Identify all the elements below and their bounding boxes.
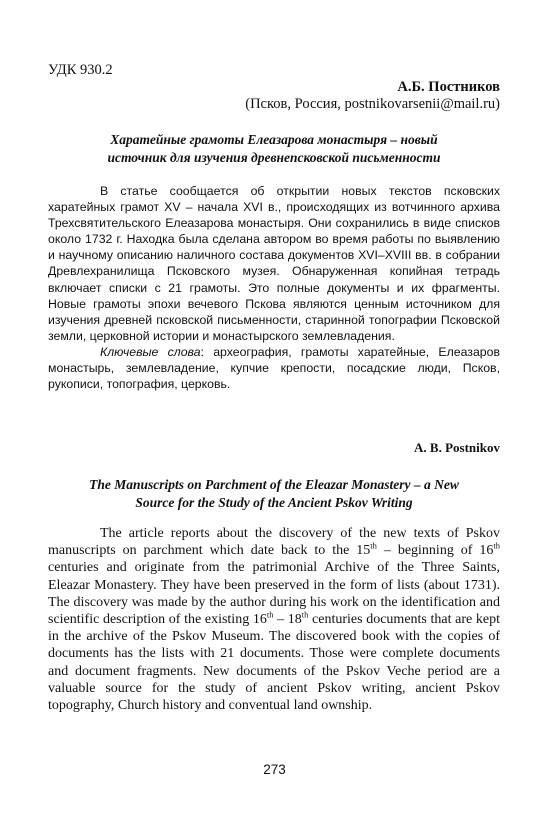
abstract-en-text bbox=[48, 525, 500, 714]
abstract-en-part-3: centuries and originate from the patrimonial Archive of the Three Saints, Eleazar Monastery. They have been preserved in the form of lists (about 1731). The discovery was made by the author during his work on the identification and scientific description of the existing 16 bbox=[48, 560, 500, 628]
ordinal-suffix: th bbox=[493, 540, 500, 551]
title-ru-line-1: Харатейные грамоты Елеазарова монастыря – новый bbox=[110, 132, 438, 147]
page-number: 273 bbox=[263, 762, 286, 777]
author-affiliation: (Псков, Россия, postnikovarsenii@mail.ru) bbox=[245, 96, 500, 112]
title-en-line-2: Source for the Study of the Ancient Pskov Writing bbox=[135, 494, 413, 510]
title-ru-line-2: источник для изучения древнепсковской письменности bbox=[107, 149, 441, 165]
keywords-ru bbox=[48, 344, 500, 392]
udk-code: УДК 930.2 bbox=[48, 62, 113, 78]
abstract-en-part-4: – 18 bbox=[273, 612, 302, 628]
abstract-en-part-5: centuries documents that are kept in the archive of the Pskov Museum. The discovered book with the copies of documents has the lists with 21 documents. Those were complete documents and document fragments. New documents of the Pskov Veche period are a valuable source for the study of ancient Pskov writing, ancient Pskov topography, Church history and conventual land ownship. bbox=[48, 612, 500, 714]
ordinal-suffix: th bbox=[370, 540, 377, 551]
author-name-ru: А.Б. Постников bbox=[397, 79, 500, 95]
author-name-en: A. B. Postnikov bbox=[414, 440, 500, 455]
title-en-line-1: The Manuscripts on Parchment of the Eleazar Monastery – a New bbox=[89, 477, 459, 492]
article-title-ru bbox=[48, 131, 500, 166]
abstract-ru bbox=[48, 183, 500, 392]
abstract-en bbox=[48, 525, 500, 714]
ordinal-suffix: th bbox=[266, 609, 274, 620]
keywords-list: : археография, грамоты харатейные, Елеазаров монастырь, землевладение, купчие крепости, посадские люди, Псков, рукописи, топография, церковь. bbox=[48, 344, 500, 392]
ordinal-suffix: th bbox=[301, 609, 309, 620]
abstract-ru-text: В статье сообщается об открытии новых текстов псковских харатейных грамот XV – начала XVI в., происходящих из вотчинного архива Трехсвятительского Елеазарова монастыря. Они сохранились в виде списков около 1732 г. Находка была сделана автором во время работы по выявлению и научному описанию наличного состава документов XVI–XVIII вв. в собрании Древлехранилища Псковского музея. Обнаруженная копийная тетрадь включает списки с 21 грамоты. Это полные документы и их фрагменты. Новые грамоты эпохи вечевого Пскова являются ценным источником для изучения древней псковской письменности, старинной топографии Псковской земли, церковной истории и монастырского землевладения. bbox=[48, 184, 500, 343]
abstract-en-part-2: – beginning of 16 bbox=[376, 543, 494, 559]
article-title-en bbox=[48, 476, 500, 511]
abstract-en-part-1: The article reports about the discovery of the new texts of Pskov manuscripts on parchment which date back to the 15 bbox=[48, 526, 500, 559]
keywords-label: Ключевые слова bbox=[100, 344, 201, 359]
